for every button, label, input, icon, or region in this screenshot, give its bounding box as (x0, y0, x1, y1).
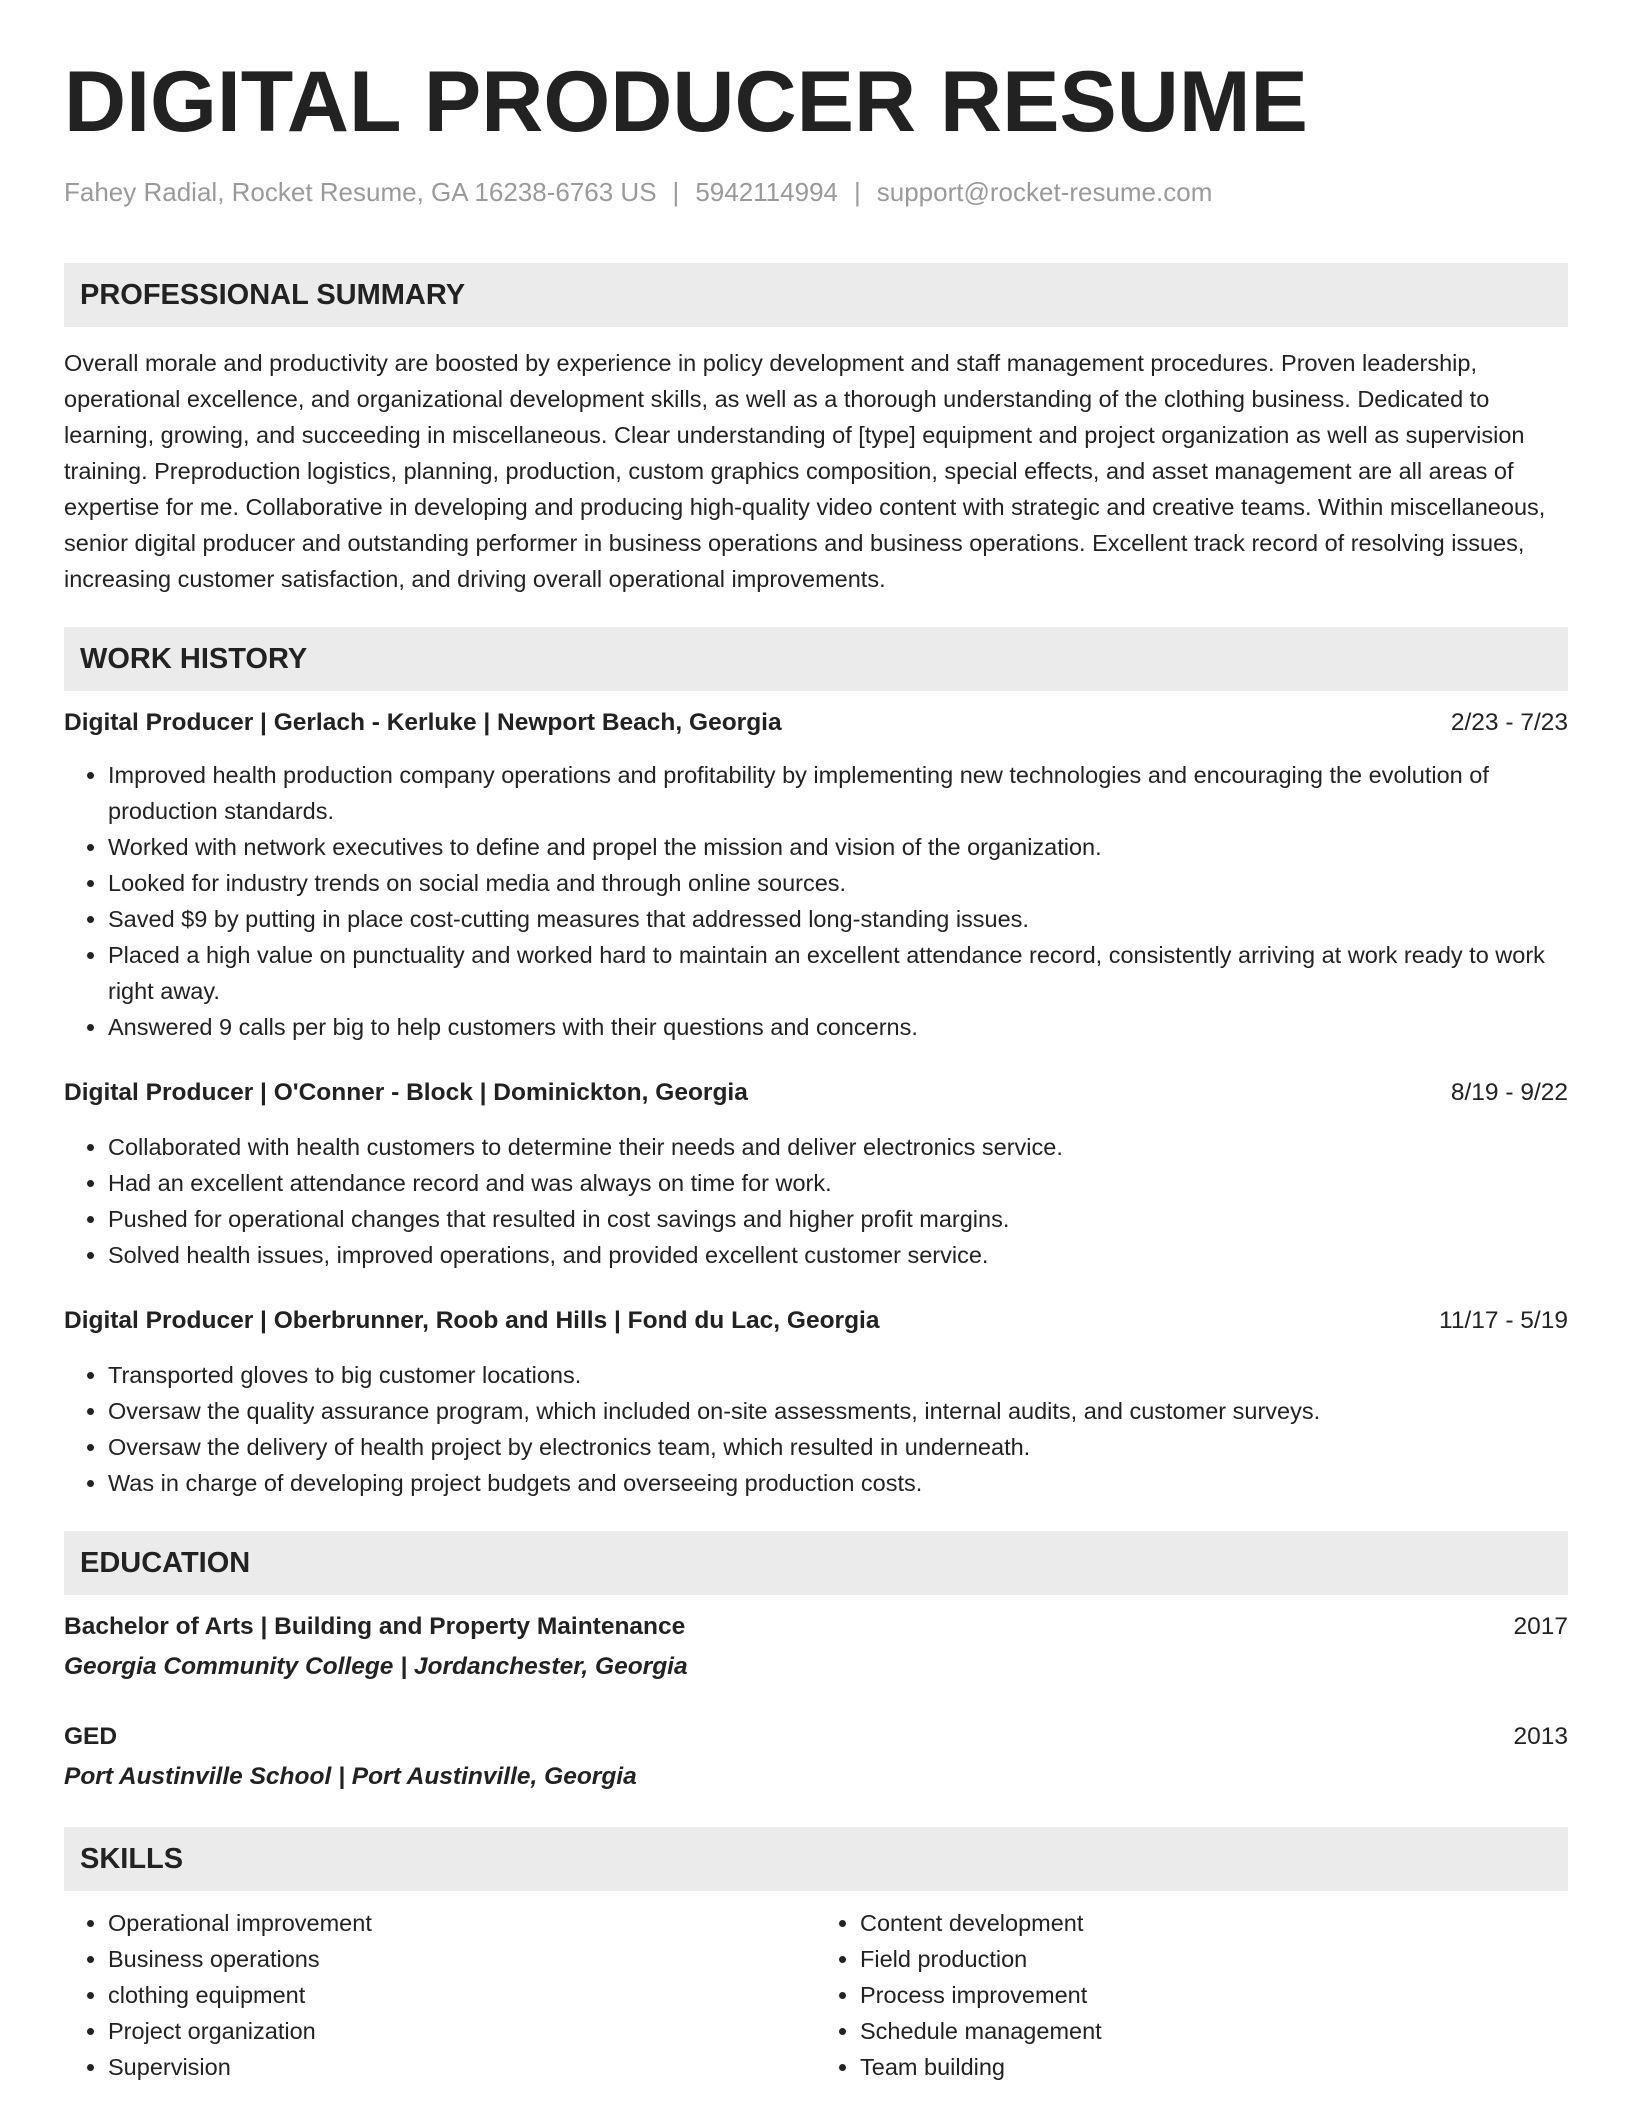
list-item: • Worked with network executives to define and propel the mission and vision of the organization. (108, 829, 1568, 865)
contact-separator: | (853, 177, 861, 207)
job-bullets (64, 1129, 1568, 1273)
list-item: • Business operations (108, 1941, 816, 1977)
list-item: • Field production (860, 1941, 1568, 1977)
list-item: • Supervision (108, 2049, 816, 2085)
contact-address: Fahey Radial, Rocket Resume, GA 16238-6763 US (64, 177, 657, 207)
section-header-summary: PROFESSIONAL SUMMARY (64, 263, 1568, 327)
list-item: • Answered 9 calls per big to help customers with their questions and concerns. (108, 1009, 1568, 1045)
job-header (64, 1075, 1568, 1111)
list-item: • Schedule management (860, 2013, 1568, 2049)
education-degree: Bachelor of Arts | Building and Property Maintenance (64, 1613, 686, 1640)
list-item: • Oversaw the delivery of health project by electronics team, which resulted in underneath. (108, 1429, 1568, 1465)
education-year: 2017 (1513, 1613, 1568, 1640)
job-dates: 11/17 - 5/19 (1439, 1307, 1568, 1334)
job-title: Digital Producer | Oberbrunner, Roob and Hills | Fond du Lac, Georgia (64, 1307, 880, 1334)
job-header (64, 1303, 1568, 1339)
job-entry (64, 705, 1568, 1045)
education-year: 2013 (1513, 1723, 1568, 1750)
job-bullets (64, 1357, 1568, 1501)
education-header (64, 1609, 1568, 1645)
section-header-skills: SKILLS (64, 1827, 1568, 1891)
education-degree: GED (64, 1723, 118, 1750)
education-school: Port Austinville School | Port Austinville, Georgia (64, 1763, 637, 1790)
list-item: • Saved $9 by putting in place cost-cutting measures that addressed long-standing issues. (108, 901, 1568, 937)
job-header (64, 705, 1568, 741)
summary-text: Overall morale and productivity are boosted by experience in policy development and staff management procedures. Proven leadership, operational excellence, and organizational development skills, as well as a thorough understanding of the clothing business. Dedicated to learning, growing, and succeeding in miscellaneous. Clear understanding of [type] equipment and project organization as well as supervision training. Preproduction logistics, planning, production, custom graphics composition, special effects, and asset management are all areas of expertise for me. Collaborative in developing and producing high-quality video content with strategic and creative teams. Within miscellaneous, senior digital producer and outstanding performer in business operations and business operations. Excellent track record of resolving issues, increasing customer satisfaction, and driving overall operational improvements. (64, 350, 1546, 592)
list-item: • clothing equipment (108, 1977, 816, 2013)
job-title: Digital Producer | O'Conner - Block | Dominickton, Georgia (64, 1079, 748, 1106)
section-header-work-history: WORK HISTORY (64, 627, 1568, 691)
education-school: Georgia Community College | Jordanchester, Georgia (64, 1653, 688, 1680)
list-item: • Improved health production company operations and profitability by implementing new technologies and encouraging the evolution of production standards. (108, 757, 1568, 829)
job-title: Digital Producer | Gerlach - Kerluke | Newport Beach, Georgia (64, 709, 782, 736)
job-entry (64, 1075, 1568, 1273)
list-item: • Team building (860, 2049, 1568, 2085)
list-item: • Process improvement (860, 1977, 1568, 2013)
section-header-education: EDUCATION (64, 1531, 1568, 1595)
list-item: • Project organization (108, 2013, 816, 2049)
job-dates: 2/23 - 7/23 (1450, 709, 1568, 736)
list-item: • Collaborated with health customers to determine their needs and deliver electronics service. (108, 1129, 1568, 1165)
education-entry (64, 1609, 1568, 1685)
list-item: • Looked for industry trends on social media and through online sources. (108, 865, 1568, 901)
list-item: • Had an excellent attendance record and was always on time for work. (108, 1165, 1568, 1201)
job-dates: 8/19 - 9/22 (1450, 1079, 1568, 1106)
contact-email[interactable]: support@rocket-resume.com (876, 177, 1213, 207)
contact-separator: | (672, 177, 680, 207)
list-item: • Transported gloves to big customer locations. (108, 1357, 1568, 1393)
contact-phone: 5942114994 (695, 177, 838, 207)
skills-column-left (64, 1905, 816, 2085)
list-item: • Solved health issues, improved operations, and provided excellent customer service. (108, 1237, 1568, 1273)
skills-column-right (816, 1905, 1568, 2085)
list-item: • Oversaw the quality assurance program, which included on-site assessments, internal audits, and customer surveys. (108, 1393, 1568, 1429)
list-item: • Was in charge of developing project budgets and overseeing production costs. (108, 1465, 1568, 1501)
resume-title: DIGITAL PRODUCER RESUME (64, 54, 1308, 150)
skills-list (64, 1905, 1568, 2085)
education-header (64, 1719, 1568, 1755)
job-entry (64, 1303, 1568, 1501)
contact-line (64, 174, 1568, 210)
education-entry (64, 1719, 1568, 1795)
list-item: • Pushed for operational changes that resulted in cost savings and higher profit margins. (108, 1201, 1568, 1237)
job-bullets (64, 757, 1568, 1045)
list-item: • Operational improvement (108, 1905, 816, 1941)
list-item: • Content development (860, 1905, 1568, 1941)
list-item: • Placed a high value on punctuality and worked hard to maintain an excellent attendance record, consistently arriving at work ready to work right away. (108, 937, 1568, 1009)
